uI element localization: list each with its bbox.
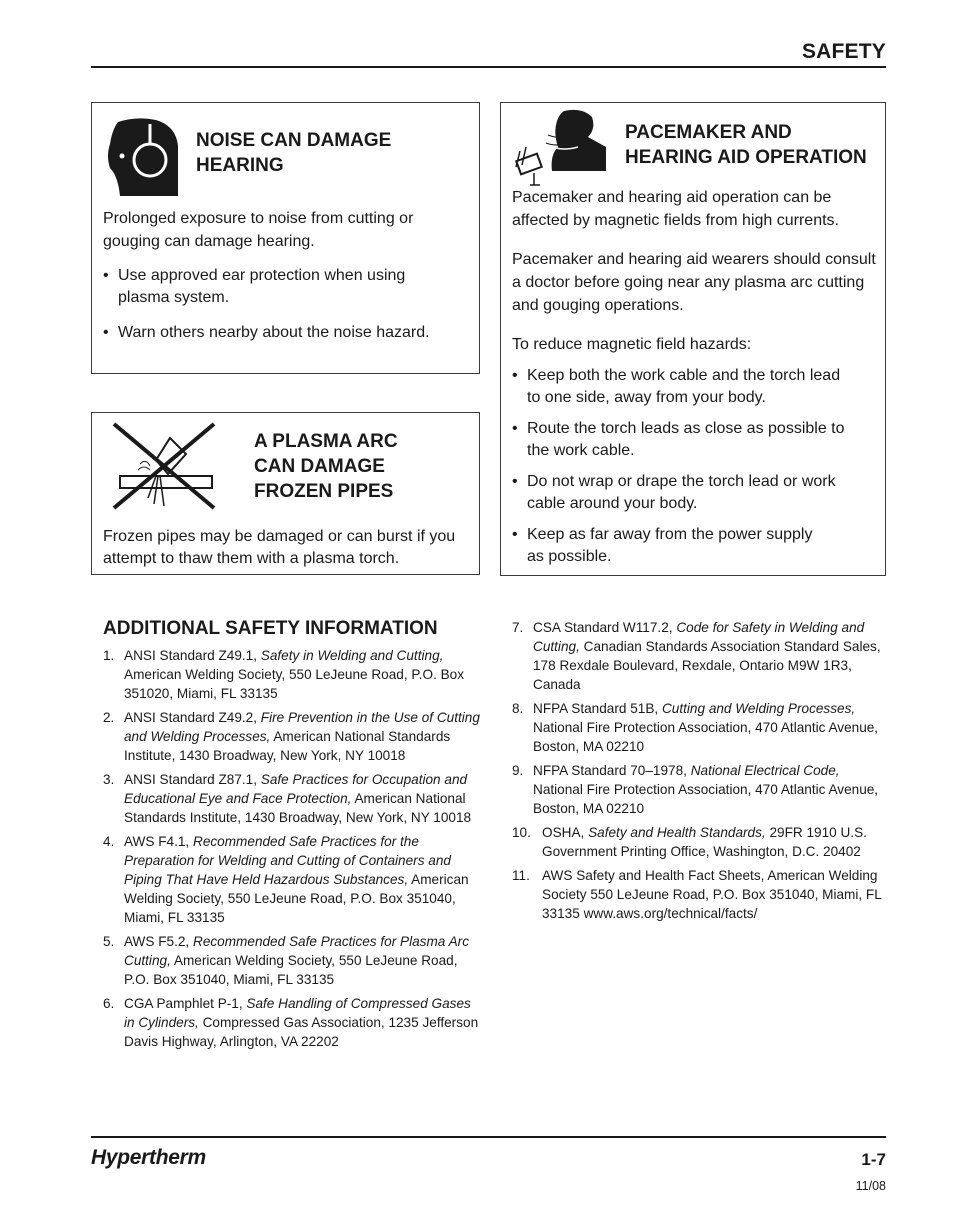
footer-divider	[91, 1136, 886, 1138]
section-title: SAFETY	[801, 40, 886, 63]
reference-title: Safety in Welding and Cutting,	[260, 648, 444, 663]
pacemaker-bullet-3: • Do not wrap or drape the torch lead or work cable around your body.	[512, 471, 857, 515]
reference-title: National Electrical Code,	[690, 763, 840, 778]
reference-number: 8.	[512, 701, 524, 716]
reference-title: Cutting and Welding Processes,	[661, 701, 856, 716]
frozen-title-line2: CAN DAMAGE	[254, 456, 385, 477]
pacemaker-bullet-4: • Keep as far away from the power supply as possible.	[512, 524, 822, 568]
reference-prefix: ANSI Standard Z87.1,	[124, 772, 261, 787]
reference-details: 29FR 1910 U.S. Government Printing Office, Washington, D.C. 20402	[542, 825, 867, 859]
reference-title: Safe Handling of Compressed Gases in Cylinders,	[124, 996, 471, 1030]
frozen-pipes-box-title	[254, 429, 398, 504]
reference-prefix: AWS Safety and Health Fact Sheets, American Welding Society 550 LeJeune Road, P.O. Box 351040, Miami, FL 33135 www.aws.org/technical/facts/	[542, 868, 882, 921]
reference-title: Recommended Safe Practices for Plasma Arc Cutting,	[124, 934, 470, 968]
reference-item	[512, 823, 882, 861]
reference-list-left	[103, 646, 483, 1056]
reference-item	[103, 770, 483, 827]
pacemaker-bullet-1: • Keep both the work cable and the torch lead to one side, away from your body.	[512, 365, 857, 409]
reference-title: Fire Prevention in the Use of Cutting and Welding Processes,	[124, 710, 480, 744]
reference-number: 2.	[103, 710, 115, 725]
header-divider	[91, 66, 886, 68]
reference-prefix: ANSI Standard Z49.2,	[124, 710, 261, 725]
reference-number: 10.	[512, 825, 531, 840]
pacemaker-para-2: Pacemaker and hearing aid wearers should consult a doctor before going near any plasma arc cutting and gouging operations.	[512, 251, 876, 314]
frozen-title-line1: A PLASMA ARC	[254, 431, 398, 452]
reference-prefix: OSHA,	[542, 825, 589, 840]
reference-details: National Fire Protection Association, 470 Atlantic Avenue, Boston, MA 02210	[533, 720, 879, 754]
reference-prefix: CSA Standard W117.2,	[533, 620, 677, 635]
pacemaker-bullet-2: • Route the torch leads as close as possible to the work cable.	[512, 418, 862, 462]
reference-number: 9.	[512, 763, 524, 778]
reference-item	[512, 761, 882, 818]
reference-number: 5.	[103, 934, 115, 949]
reference-prefix: ANSI Standard Z49.1,	[124, 648, 261, 663]
noise-body-text: Prolonged exposure to noise from cutting or gouging can damage hearing.	[103, 210, 414, 250]
reference-title: Safety and Health Standards,	[588, 825, 766, 840]
noise-title-line1: NOISE CAN DAMAGE	[196, 130, 392, 151]
reference-prefix: CGA Pamphlet P-1,	[124, 996, 247, 1011]
reference-title: Recommended Safe Practices for the Preparation for Welding and Cutting of Containers and Piping That Have Held Hazardous Substances,	[124, 834, 451, 887]
additional-info-title: ADDITIONAL SAFETY INFORMATION	[103, 618, 438, 639]
pacemaker-para-1: Pacemaker and hearing aid operation can be affected by magnetic fields from high currents.	[512, 189, 839, 229]
reference-details: American Welding Society, 550 LeJeune Road, P.O. Box 351020, Miami, FL 33135	[124, 667, 465, 701]
reference-item	[103, 932, 483, 989]
revision-date: 11/08	[855, 1179, 886, 1193]
pacemaker-title-line1: PACEMAKER AND	[625, 122, 792, 143]
reference-number: 6.	[103, 996, 115, 1011]
reference-details: American National Standards Institute, 1430 Broadway, New York, NY 10018	[124, 791, 472, 825]
reference-prefix: NFPA Standard 51B,	[533, 701, 662, 716]
reference-details: National Fire Protection Association, 470 Atlantic Avenue, Boston, MA 02210	[533, 782, 879, 816]
reference-number: 3.	[103, 772, 115, 787]
reference-number: 7.	[512, 620, 524, 635]
noise-box-title	[196, 128, 391, 178]
reference-prefix: NFPA Standard 70–1978,	[533, 763, 691, 778]
reference-item	[512, 699, 882, 756]
frozen-pipes-body-text: Frozen pipes may be damaged or can burst if you attempt to thaw them with a plasma torch.	[103, 528, 456, 567]
reference-details: American National Standards Institute, 1430 Broadway, New York, NY 10018	[124, 729, 451, 763]
reference-prefix: AWS F4.1,	[124, 834, 193, 849]
noise-bullet-2: • Warn others nearby about the noise hazard.	[103, 322, 463, 344]
reference-list-right	[512, 618, 882, 928]
pacemaker-title-line2: HEARING AID OPERATION	[625, 147, 867, 168]
no-pipe-thawing-icon	[110, 420, 218, 517]
reference-title: Safe Practices for Occupation and Educational Eye and Face Protection,	[124, 772, 468, 806]
reference-details: American Welding Society, 550 LeJeune Road, P.O. Box 351040, Miami, FL 33135	[124, 872, 469, 925]
brand-logo: Hypertherm	[91, 1146, 206, 1169]
frozen-title-line3: FROZEN PIPES	[254, 481, 394, 502]
reference-number: 11.	[512, 868, 530, 883]
pacemaker-para-3: To reduce magnetic field hazards:	[512, 336, 752, 353]
noise-bullet-1: • Use approved ear protection when using plasma system.	[103, 265, 443, 309]
reference-details: Canadian Standards Association Standard Sales, 178 Rexdale Boulevard, Rexdale, Ontario M9W 1R3, Canada	[533, 639, 881, 692]
reference-prefix: AWS F5.2,	[124, 934, 193, 949]
reference-item	[512, 618, 882, 694]
pacemaker-box-title	[625, 120, 867, 170]
reference-item	[103, 832, 483, 927]
reference-title: Code for Safety in Welding and Cutting,	[533, 620, 865, 654]
reference-number: 1.	[103, 648, 115, 663]
ear-protection-icon	[106, 116, 180, 201]
pacemaker-worker-icon	[512, 107, 608, 192]
reference-item	[512, 866, 882, 923]
reference-details: American Welding Society, 550 LeJeune Road, P.O. Box 351040, Miami, FL 33135	[124, 953, 458, 987]
reference-item	[103, 646, 483, 703]
reference-item	[103, 994, 483, 1051]
noise-title-line2: HEARING	[196, 155, 284, 176]
reference-item	[103, 708, 483, 765]
page-number: 1-7	[861, 1150, 886, 1169]
reference-number: 4.	[103, 834, 115, 849]
reference-details: Compressed Gas Association, 1235 Jefferson Davis Highway, Arlington, VA 22202	[124, 1015, 479, 1049]
